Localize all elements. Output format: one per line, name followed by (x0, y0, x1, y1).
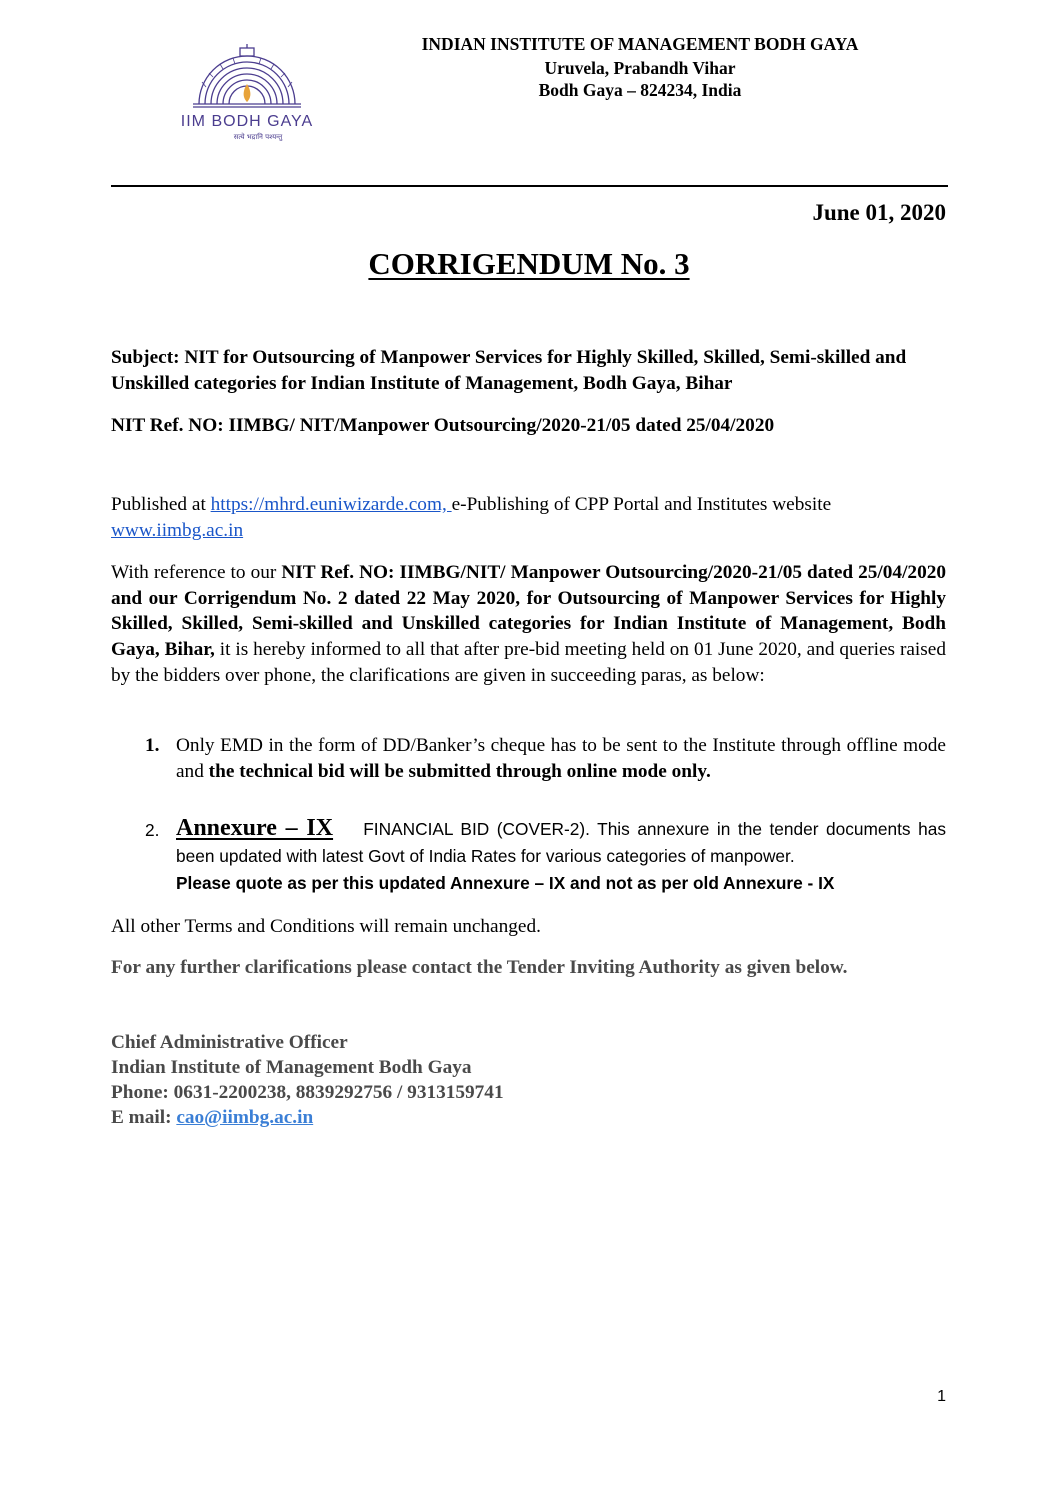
logo-motto: सत्ये भद्रानि पश्यन्तु (233, 133, 283, 141)
subject-line: Subject: NIT for Outsourcing of Manpower Services for Highly Skilled, Skilled, Semi-skilled and Unskilled categories for Indian Institute of Management, Bodh Gaya, Bihar (111, 347, 907, 394)
list-item-text: Only EMD in the form of DD/Banker’s cheque has to be sent to the Institute through offline mode and (176, 735, 946, 782)
contact-institute: Indian Institute of Management Bodh Gaya (111, 1057, 472, 1078)
document-date: June 01, 2020 (812, 200, 946, 225)
header-divider (111, 185, 948, 187)
published-prefix: Published at (111, 494, 211, 515)
list-item-number: 1. (145, 735, 160, 756)
contact-designation: Chief Administrative Officer (111, 1032, 348, 1053)
annexure-label: Annexure – IX (176, 815, 334, 841)
reference-suffix: it is hereby informed to all that after pre-bid meeting held on 01 June 2020, and queries raised by the bidders over phone, the clarifications are given in succeeding paras, as below: (111, 639, 946, 686)
contact-phone: Phone: 0631-2200238, 8839292756 / 9313159741 (111, 1082, 504, 1103)
institute-name: INDIAN INSTITUTE OF MANAGEMENT BODH GAYA (421, 34, 859, 54)
contact-email-link[interactable]: cao@iimbg.ac.in (176, 1107, 314, 1128)
nit-reference: NIT Ref. NO: IIMBG/ NIT/Manpower Outsourcing/2020-21/05 dated 25/04/2020 (111, 415, 775, 436)
clarifications-line: For any further clarifications please contact the Tender Inviting Authority as given below. (111, 957, 848, 978)
euniwizarde-link[interactable]: https://mhrd.euniwizarde.com, (210, 494, 452, 515)
list-item-bold: the technical bid will be submitted through online mode only. (208, 760, 711, 782)
address-line-2: Bodh Gaya – 824234, India (538, 80, 742, 100)
list-item-bold: Please quote as per this updated Annexure – IX and not as per old Annexure - IX (176, 873, 835, 893)
document-title: CORRIGENDUM No. 3 (368, 246, 690, 281)
reference-paragraph (111, 560, 946, 689)
list-item-number: 2. (145, 820, 160, 840)
contact-email-label: E mail: (111, 1107, 177, 1128)
list-item (145, 733, 946, 784)
iimbg-website-link[interactable]: www.iimbg.ac.in (111, 519, 244, 541)
contact-email-line (111, 1105, 946, 1131)
reference-bold: NIT Ref. NO: IIMBG/NIT/ Manpower Outsourcing/2020-21/05 dated 25/04/2020 and our Corrigendum No. 2 dated 22 May 2020, for Outsourcing of Manpower Services for Highly Skilled, Skilled, Semi-skilled and Unskilled categories for Indian Institute of Management, Bodh Gaya, Bihar, (111, 562, 946, 661)
list-item (145, 815, 946, 897)
list-item-text: FINANCIAL BID (COVER-2). This annexure in the tender documents has been updated with latest Govt of India Rates for various categories of manpower. (176, 819, 946, 866)
page-number: 1 (937, 1388, 946, 1405)
terms-line: All other Terms and Conditions will remain unchanged. (111, 916, 541, 937)
reference-prefix: With reference to our (111, 562, 282, 583)
address-line-1: Uruvela, Prabandh Vihar (544, 58, 736, 78)
published-paragraph (111, 492, 946, 543)
published-middle: e-Publishing of CPP Portal and Institutes website (451, 494, 832, 515)
logo-text: IIM BODH GAYA (180, 113, 314, 130)
